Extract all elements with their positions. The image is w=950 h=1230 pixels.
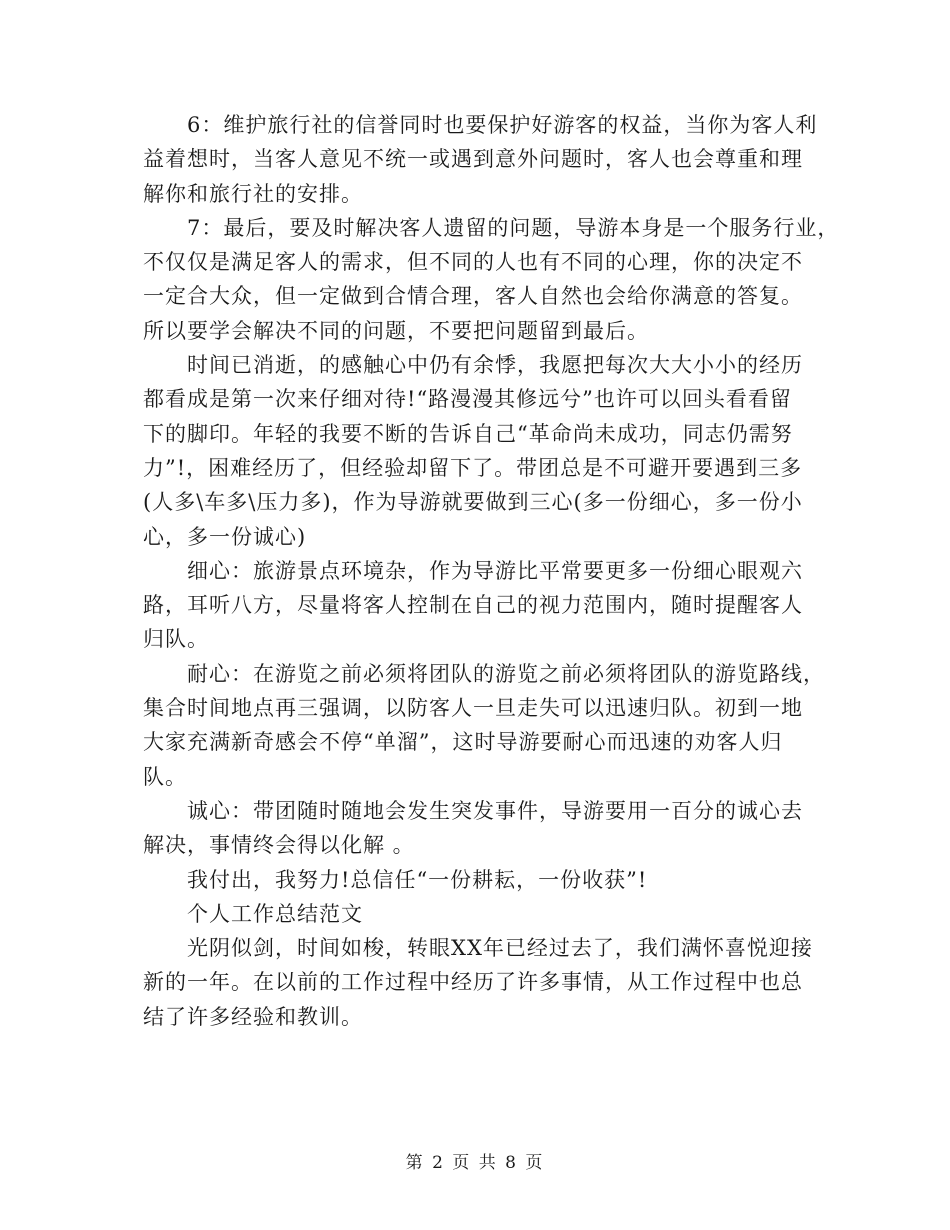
paragraph-motto xyxy=(143,863,823,897)
text-line: 都看成是第一次来仔细对待!“路漫漫其修远兮”也许可以回头看看留 xyxy=(143,387,792,412)
text-line: 诚心：带团随时随地会发生突发事件，导游要用一百分的诚心去 xyxy=(187,798,803,823)
page-number-footer: 第 2 页 共 8 页 xyxy=(405,1153,545,1173)
text-line: 队。 xyxy=(143,764,187,789)
text-line: 大家充满新奇感会不停“单溜”，这时导游要耐心而迅速的劝客人归 xyxy=(143,730,783,755)
text-line: 解你和旅行社的安排。 xyxy=(143,181,363,206)
paragraph-carefulness xyxy=(143,554,823,657)
heading-text: 个人工作总结范文 xyxy=(187,901,363,926)
document-body xyxy=(143,108,840,1034)
text-line: 7：最后，要及时解决客人遗留的问题，导游本身是一个服务行业， xyxy=(187,215,840,240)
text-line: (人多\车多\压力多)，作为导游就要做到三心(多一份细心，多一份小 xyxy=(143,490,803,515)
paragraph-item-7 xyxy=(143,211,840,348)
paragraph-patience xyxy=(143,657,823,794)
text-line: 一定合大众，但一定做到合情合理，客人自然也会给你满意的答复。 xyxy=(143,284,803,309)
text-line: 下的脚印。年轻的我要不断的告诉自己“革命尚未成功，同志仍需努 xyxy=(143,421,793,446)
paragraph-reflection xyxy=(143,348,823,554)
text-line: 归队。 xyxy=(143,627,209,652)
text-line: 光阴似剑，时间如梭，转眼XX年已经过去了，我们满怀喜悦迎接 xyxy=(187,936,813,961)
text-line: 不仅仅是满足客人的需求，但不同的人也有不同的心理，你的决定不 xyxy=(143,250,803,275)
text-line: 心，多一份诚心) xyxy=(143,524,307,549)
paragraph-item-6 xyxy=(143,108,823,211)
text-line: 所以要学会解决不同的问题，不要把问题留到最后。 xyxy=(143,318,649,343)
text-line: 6：维护旅行社的信誉同时也要保护好游客的权益，当你为客人利 xyxy=(187,113,818,137)
paragraph-sincerity xyxy=(143,794,823,863)
text-line: 时间已消逝，的感触心中仍有余悸，我愿把每次大大小小的经历 xyxy=(187,353,803,378)
text-line: 集合时间地点再三强调，以防客人一旦走失可以迅速归队。初到一地 xyxy=(143,696,803,721)
text-line: 结了许多经验和教训。 xyxy=(143,1004,363,1029)
paragraph-summary-intro xyxy=(143,931,823,1034)
text-line: 新的一年。在以前的工作过程中经历了许多事情，从工作过程中也总 xyxy=(143,970,803,995)
text-line: 解决，事情终会得以化解 。 xyxy=(143,833,415,858)
section-heading xyxy=(143,897,823,931)
text-line: 耐心：在游览之前必须将团队的游览之前必须将团队的游览路线， xyxy=(187,661,825,686)
text-line: 路，耳听八方，尽量将客人控制在自己的视力范围内，随时提醒客人 xyxy=(143,593,803,618)
text-line: 益着想时，当客人意见不统一或遇到意外问题时，客人也会尊重和理 xyxy=(143,147,803,172)
text-line: 细心：旅游景点环境杂，作为导游比平常要更多一份细心眼观六 xyxy=(187,558,803,583)
text-line: 我付出，我努力!总信任“一份耕耘，一份收获”! xyxy=(187,867,648,892)
text-line: 力”!，困难经历了，但经验却留下了。带团总是不可避开要遇到三多 xyxy=(143,455,803,480)
